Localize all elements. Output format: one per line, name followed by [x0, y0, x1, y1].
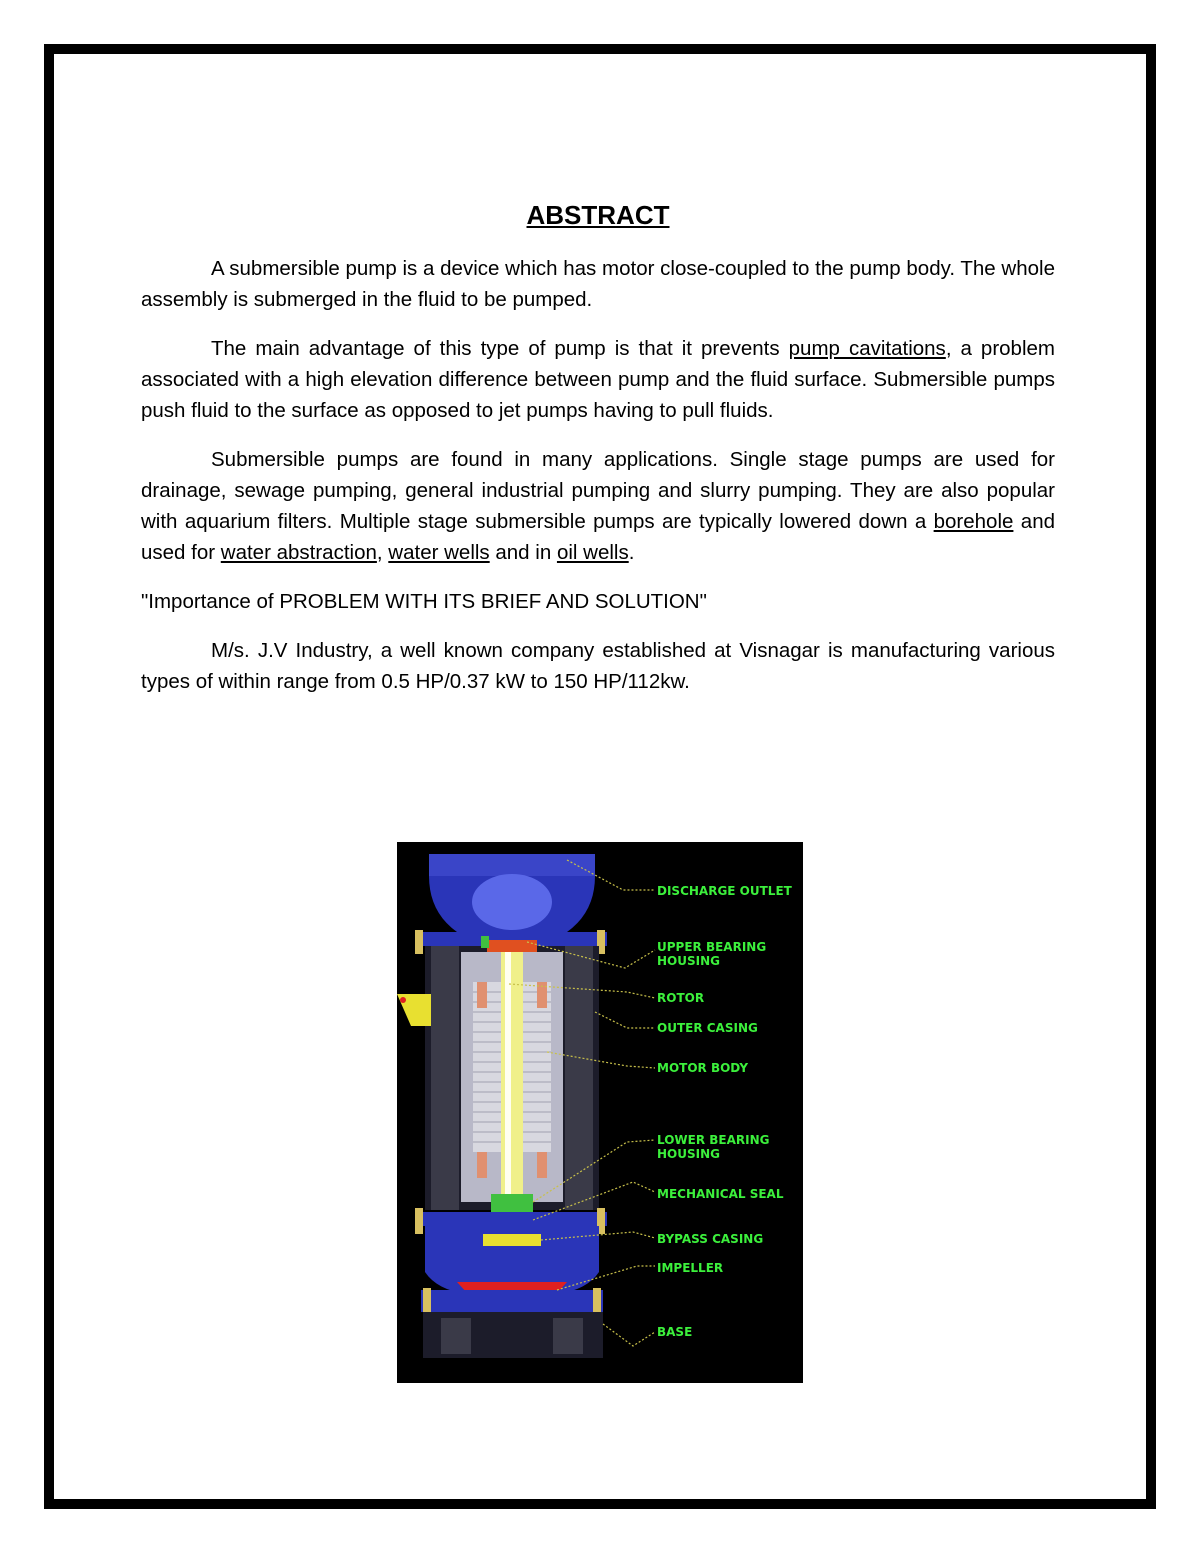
- coil-left-bottom: [477, 1152, 487, 1178]
- label-upper-bearing-housing: HOUSING: [657, 954, 720, 968]
- text-run: .: [628, 541, 635, 564]
- paragraph-applications: [141, 444, 1055, 568]
- casing-shade-right: [565, 946, 593, 1210]
- dome-highlight: [472, 874, 552, 930]
- link-water-abstraction[interactable]: water abstraction: [220, 541, 377, 564]
- label-lower-bearing: LOWER BEARING: [657, 1133, 770, 1147]
- link-pump-cavitations[interactable]: pump cavitations: [788, 337, 946, 360]
- label-lower-bearing-housing: HOUSING: [657, 1147, 720, 1161]
- document-body: [141, 200, 1055, 715]
- bolt-icon: [423, 1288, 431, 1312]
- label-mechanical-seal: MECHANICAL SEAL: [657, 1187, 784, 1201]
- link-water-wells[interactable]: water wells: [388, 541, 490, 564]
- coil-right-bottom: [537, 1152, 547, 1178]
- paragraph-definition: A submersible pump is a device which has motor close-coupled to the pump body. The whole assembly is submerged in the fluid to be pumped.: [141, 257, 1055, 311]
- link-borehole[interactable]: borehole: [933, 510, 1014, 533]
- lower-bearing-housing: [491, 1194, 533, 1214]
- upper-bearing-seal: [481, 936, 489, 948]
- pump-cutaway-diagram: [397, 842, 803, 1383]
- importance-heading: "Importance of PROBLEM WITH ITS BRIEF AND SOLUTION": [141, 590, 707, 613]
- discharge-flange: [429, 854, 595, 876]
- lower-flange: [417, 1212, 607, 1226]
- text-run: and used for: [141, 510, 1055, 564]
- cable-dot: [400, 997, 406, 1003]
- label-rotor: ROTOR: [657, 991, 705, 1005]
- base-leg-right: [553, 1318, 583, 1354]
- paragraph-company: M/s. J.V Industry, a well known company established at Visnagar is manufacturing various types of within range from 0.5 HP/0.37 kW to 150 HP/112kw.: [141, 639, 1055, 693]
- bolt-icon: [593, 1288, 601, 1312]
- bolt-icon: [415, 1208, 423, 1234]
- paragraph-advantage: [141, 333, 1055, 426]
- bolt-icon: [415, 930, 423, 954]
- upper-bearing: [487, 940, 537, 952]
- text-run: ,: [376, 541, 389, 564]
- label-upper-bearing: UPPER BEARING: [657, 940, 767, 954]
- text-run: and in: [489, 541, 557, 564]
- coil-left-top: [477, 982, 487, 1008]
- link-oil-wells[interactable]: oil wells: [556, 541, 629, 564]
- label-motor-body: MOTOR BODY: [657, 1061, 749, 1075]
- base-leg-left: [441, 1318, 471, 1354]
- text-run: The main advantage of this type of pump is that it prevents: [211, 337, 789, 360]
- pump-diagram-svg: [397, 842, 803, 1383]
- label-outer-casing: OUTER CASING: [657, 1021, 758, 1035]
- abstract-title: ABSTRACT: [526, 200, 670, 230]
- label-base: BASE: [657, 1325, 693, 1339]
- casing-shade-left: [431, 946, 459, 1210]
- label-bypass-casing: BYPASS CASING: [657, 1232, 764, 1246]
- text-run: , a problem associated with a high elevation difference between pump and the fluid surface. Submersible pumps push fluid to the surface as opposed to jet pumps having to pull fluids.: [141, 337, 1055, 422]
- text-run: Submersible pumps are found in many applications. Single stage pumps are used for drainage, sewage pumping, general industrial pumping and slurry pumping. They are also popular with aquarium filters. Multiple stage submersible pumps are typically lowered down a: [141, 448, 1055, 533]
- label-impeller: IMPELLER: [657, 1261, 724, 1275]
- base-flange: [421, 1290, 603, 1312]
- bypass-ring: [483, 1234, 541, 1246]
- label-discharge-outlet: DISCHARGE OUTLET: [657, 884, 792, 898]
